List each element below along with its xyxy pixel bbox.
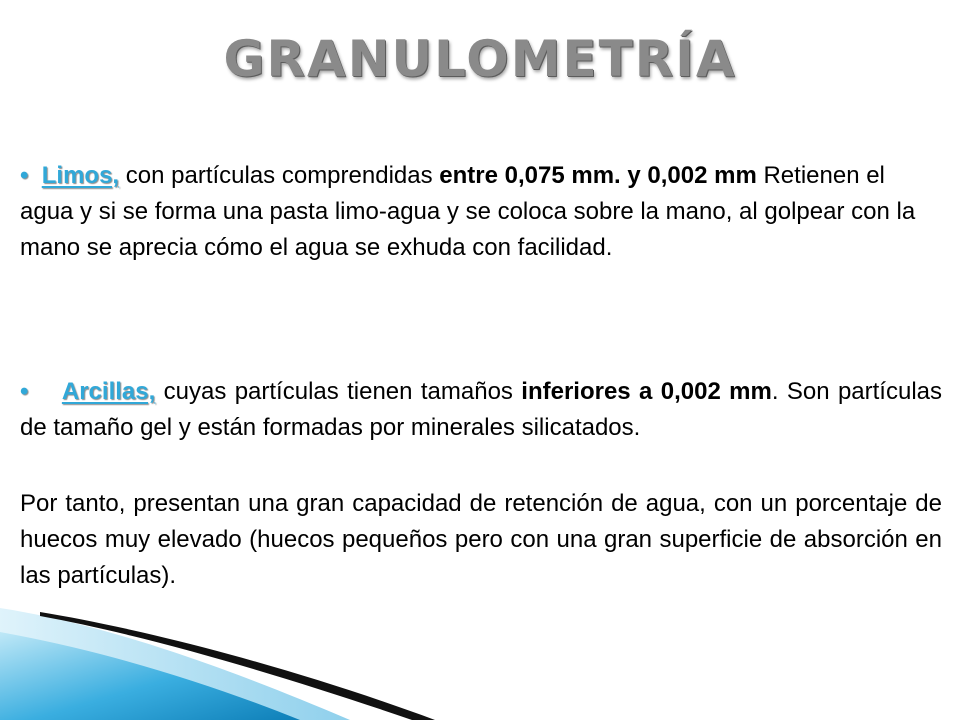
- bullet-arcillas: •: [20, 378, 29, 405]
- term-arcillas: Arcillas,: [61, 378, 156, 405]
- bullet-limos: •: [20, 162, 29, 189]
- arcillas-range: inferiores a 0,002 mm: [521, 378, 772, 405]
- limos-text-a: con partículas comprendidas: [119, 162, 440, 189]
- arcillas-paragraph: [20, 374, 942, 446]
- arcillas-paragraph-2: Por tanto, presentan una gran capacidad de retención de agua, con un porcentaje de huecos muy elevado (huecos pequeños pero con una gran superficie de absorción en las partículas).: [20, 490, 942, 589]
- limos-range: entre 0,075 mm. y 0,002 mm: [439, 162, 757, 189]
- limos-text-b: Retienen el agua y si se forma una pasta limo-agua y se coloca sobre la mano, al golpear con la mano se aprecia cómo el agua se exhuda con facilidad.: [20, 162, 916, 261]
- term-limos: Limos,: [41, 162, 120, 189]
- arcillas-text-a: cuyas partículas tienen tamaños: [155, 378, 522, 405]
- arcillas-text-b: . Son partículas de tamaño gel y están formadas por minerales silicatados.: [20, 378, 942, 441]
- limos-paragraph: [20, 158, 942, 266]
- wave-decoration: [0, 600, 450, 720]
- slide-title: GRANULOMETRÍA: [223, 30, 737, 88]
